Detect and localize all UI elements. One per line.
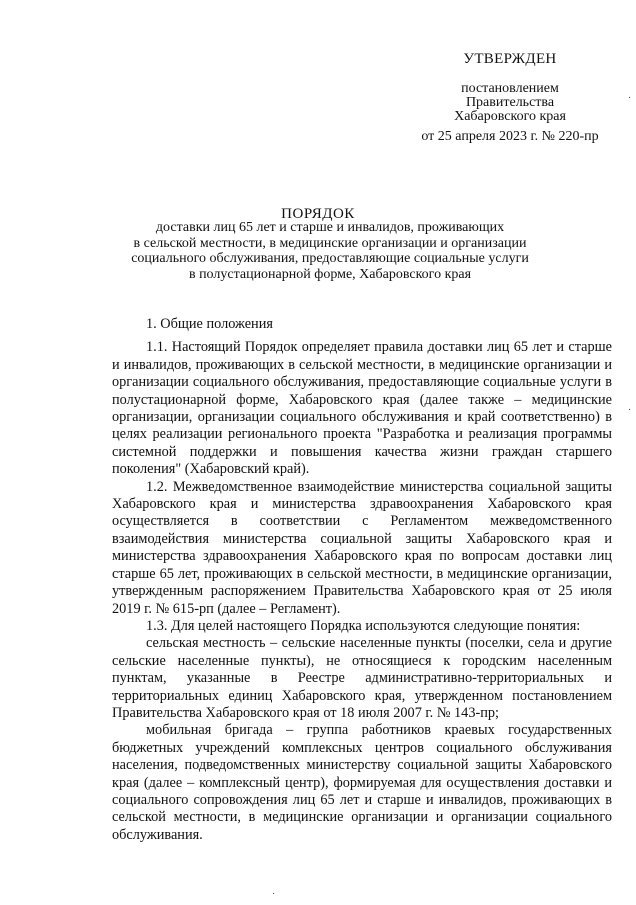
scan-speck: ·: [628, 404, 632, 415]
paragraph: 1.2. Межведомственное взаимодействие министерства социальной защиты Хабаровского края и министерства здравоохранения Хабаровского края осуществляется в соответствии с Регламентом межведомственного взаимодействия министерства социальной защиты Хабаровского края и министерства здравоохранения Хабаровского края по вопросам доставки лиц старше 65 лет, проживающих в сельской местности, в медицинские организации, утвержденным распоряжением Правительства Хабаровского края от 25 июля 2019 г. № 615-рп (далее – Регламент).: [112, 478, 612, 617]
approval-title: УТВЕРЖДЕН: [463, 51, 557, 67]
approval-line: Правительства: [465, 95, 555, 110]
paragraph: сельская местность – сельские населенные пункты (поселки, села и другие сельские населенные пункты), не относящиеся к городским населенным пунктам, указанные в Реестре административно-территориальных и территориальных единиц Хабаровского края, утвержденном постановлением Правительства Хабаровского края от 18 июля 2007 г. № 143-пр;: [112, 635, 612, 721]
approval-date: от 25 апреля 2023 г. № 220-пр: [421, 129, 599, 144]
subtitle-line: в полустационарной форме, Хабаровского края: [188, 266, 472, 282]
document-subtitle: [110, 220, 550, 282]
paragraph: 1.1. Настоящий Порядок определяет правила доставки лиц 65 лет и старше и инвалидов, проживающих в сельской местности, в медицинские организации и организации социального обслуживания, предоставляющие социальные услуги в полустационарной форме, Хабаровского края (далее также – медицинские организации, организации социального обслуживания и край соответственно) в целях реализации регионального проекта "Разработка и реализация программы системной поддержки и повышения качества жизни граждан старшего поколения" (Хабаровский край).: [112, 339, 612, 478]
document-body: [112, 316, 612, 844]
approval-line: Хабаровского края: [454, 109, 566, 124]
section-heading: 1. Общие положения: [146, 316, 273, 332]
approval-block: [400, 52, 620, 144]
subtitle-line: доставки лиц 65 лет и старше и инвалидов, проживающих: [155, 220, 505, 235]
scan-speck: ·: [628, 92, 632, 103]
approval-line: постановлением: [461, 81, 559, 96]
subtitle-line: социального обслуживания, предоставляющие социальные услуги: [131, 251, 529, 266]
paragraph: мобильная бригада – группа работников краевых государственных бюджетных учреждений комплексных центров социального обслуживания населения, подведомственных министерству социальной защиты Хабаровского края (далее – комплексный центр), формируемая для осуществления доставки и социального сопровождения лиц 65 лет и старше и инвалидов, проживающих в сельской местности, в медицинские организации и организации социального обслуживания.: [112, 722, 612, 843]
paragraph: 1.3. Для целей настоящего Порядка используются следующие понятия:: [146, 617, 581, 634]
scan-speck: ·: [272, 888, 276, 899]
subtitle-line: в сельской местности, в медицинские организации и организации: [133, 235, 527, 251]
document-title: ПОРЯДОК: [281, 206, 355, 222]
